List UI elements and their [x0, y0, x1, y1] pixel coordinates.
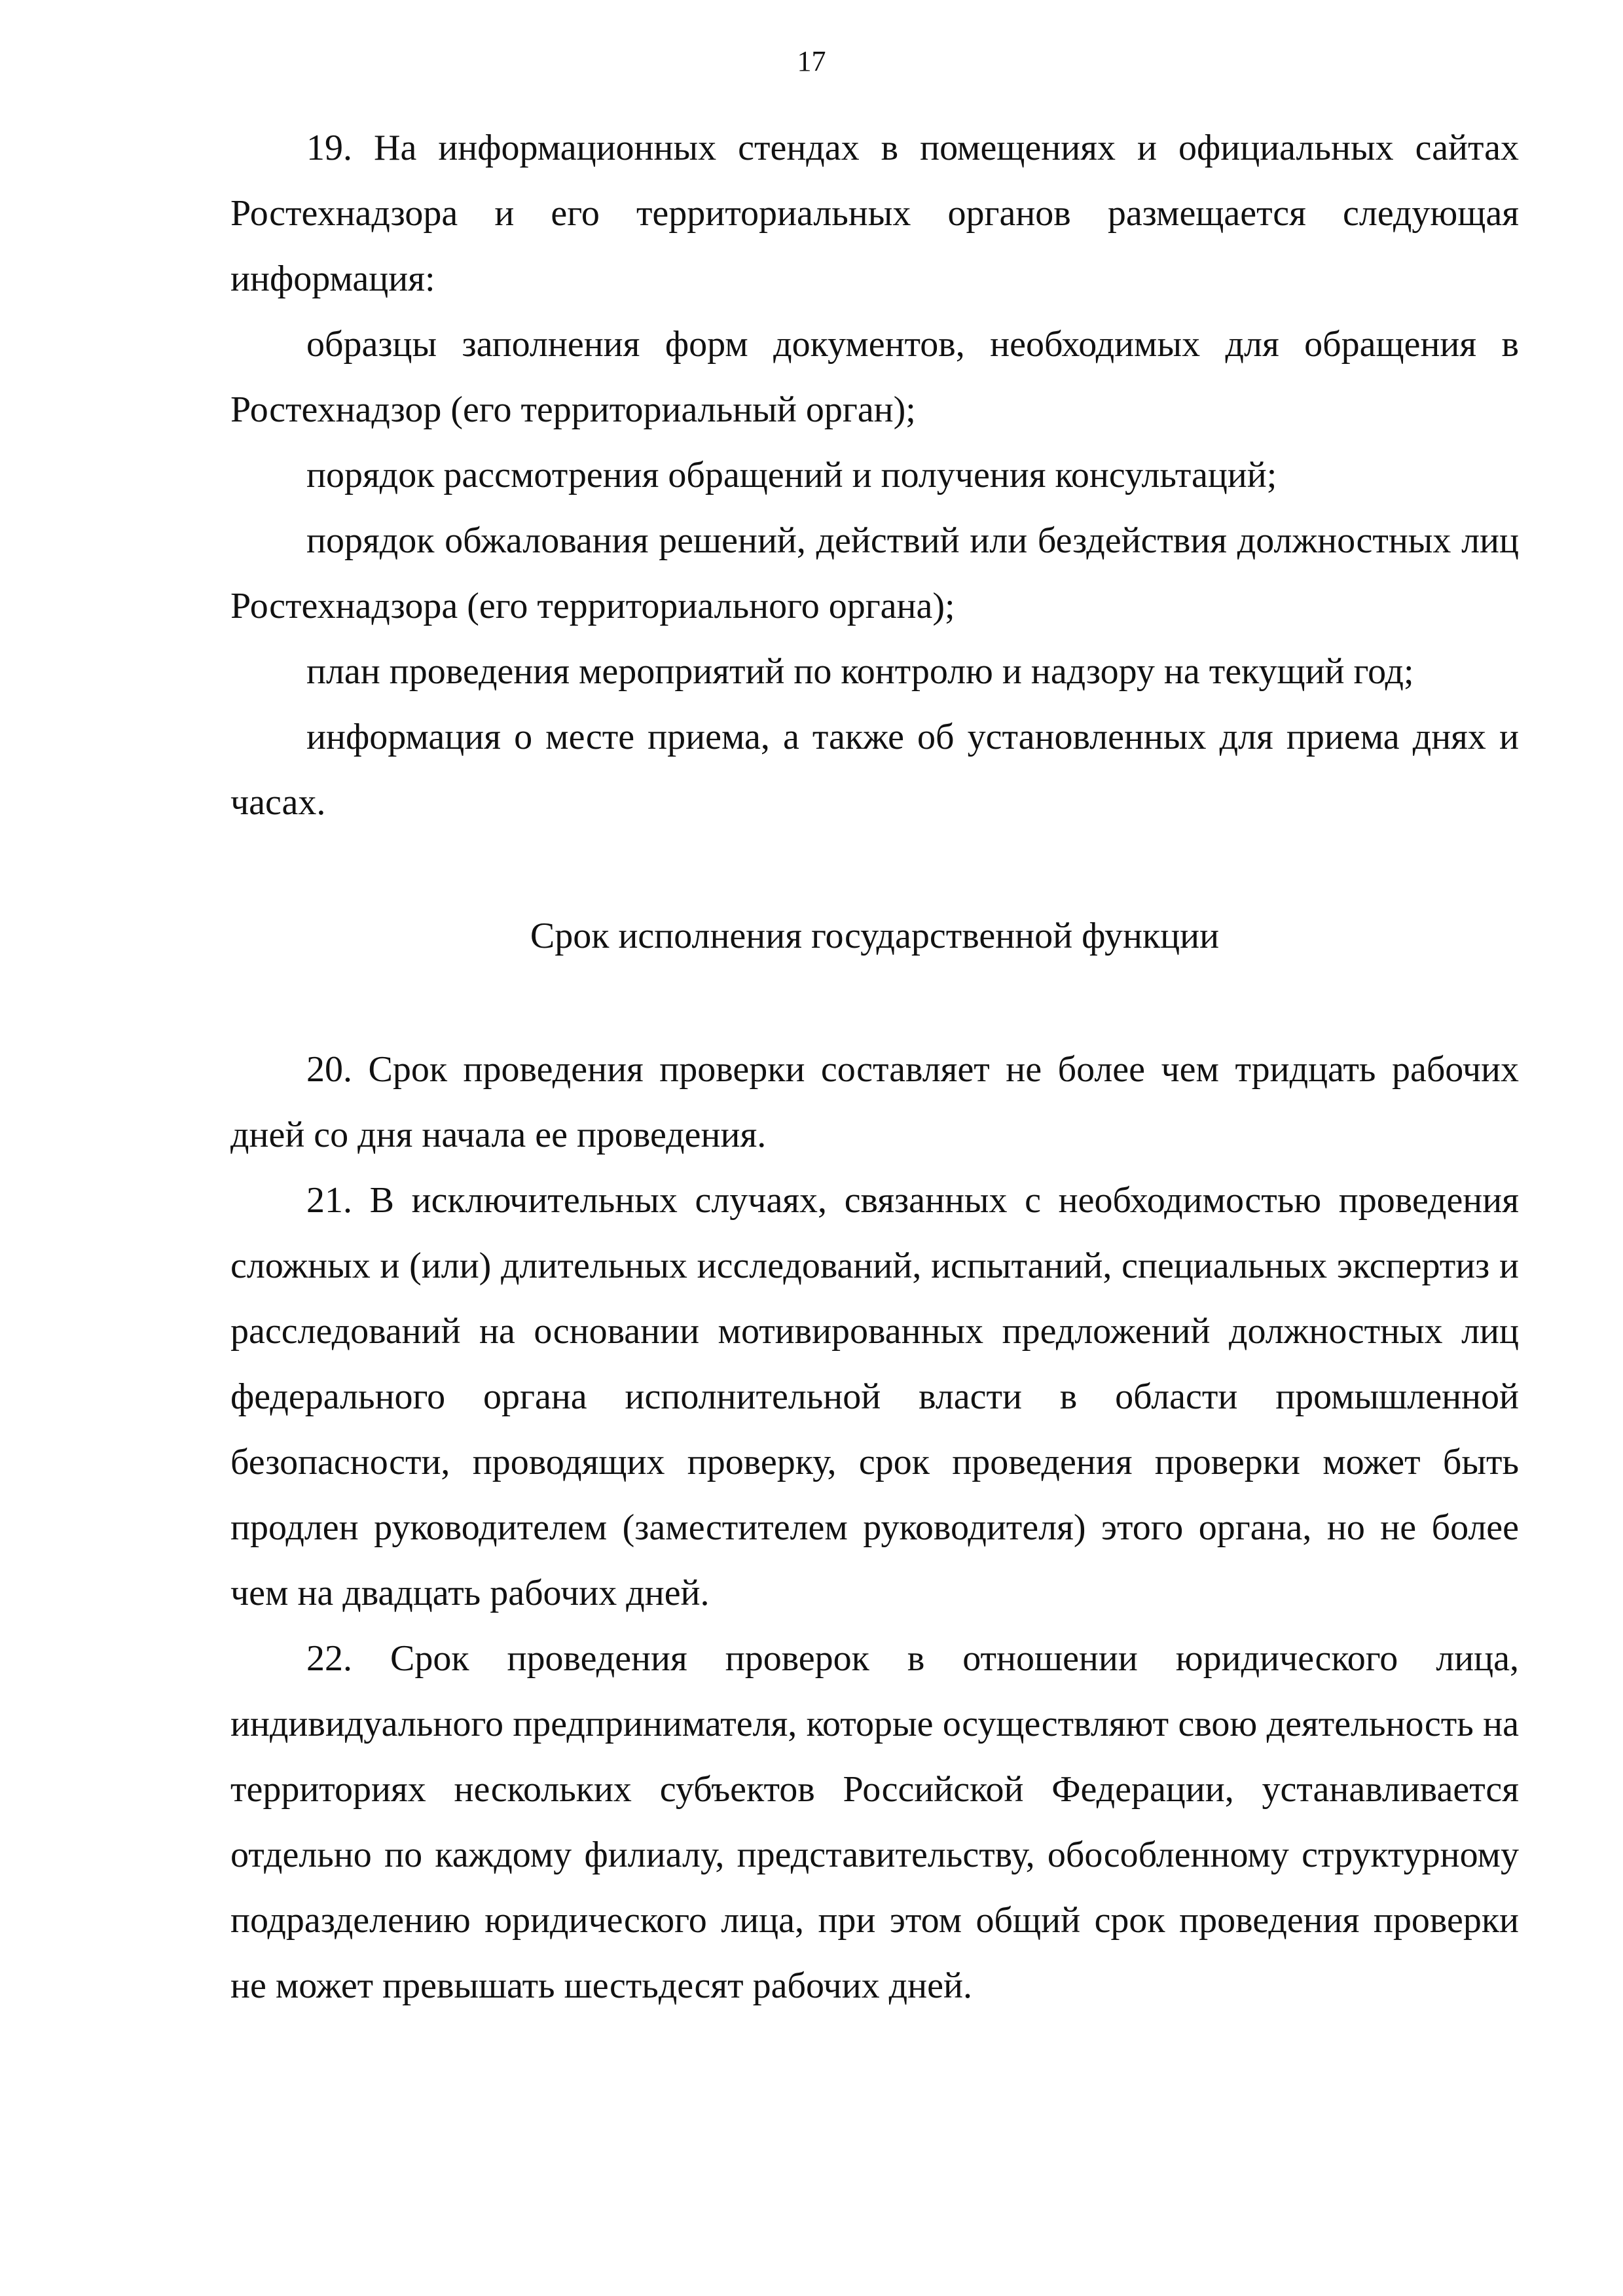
section-heading: Срок исполнения государственной функции: [530, 916, 1220, 956]
paragraph-21: 21. В исключительных случаях, связанных с необходимостью проведения сложных и (или) длительных исследований, испытаний, специальных экспертиз и расследований на основании мотивированных предложений должностных лиц федерального органа исполнительной власти в области промышленной безопасности, проводящих проверку, срок проведения проверки может быть продлен руководителем (заместителем руководителя) этого органа, но не более чем на двадцать рабочих дней.: [230, 1180, 1519, 1613]
paragraph-22: 22. Срок проведения проверок в отношении юридического лица, индивидуального предпринимателя, которые осуществляют свою деятельность на территориях нескольких субъектов Российской Федерации, устанавливается отдельно по каждому филиалу, представительству, обособленному структурному подразделению юридического лица, при этом общий срок проведения проверки не может превышать шестьдесят рабочих дней.: [230, 1638, 1519, 2006]
page-number: 17: [797, 45, 826, 77]
paragraph-inspection-plan: план проведения мероприятий по контролю и надзору на текущий год;: [306, 651, 1414, 692]
paragraph-reception-info: информация о месте приема, а также об установленных для приема днях и часах.: [230, 717, 1519, 823]
paragraph-forms-samples: образцы заполнения форм документов, необходимых для обращения в Ростехнадзор (его территориальный орган);: [230, 324, 1519, 430]
paragraph-20: 20. Срок проведения проверки составляет не более чем тридцать рабочих дней со дня начала ее проведения.: [230, 1049, 1519, 1155]
document-body: [230, 115, 1519, 2018]
paragraph-19: 19. На информационных стендах в помещениях и официальных сайтах Ростехнадзора и его территориальных органов размещается следующая информация:: [230, 128, 1519, 299]
paragraph-consultation-order: порядок рассмотрения обращений и получения консультаций;: [306, 455, 1277, 495]
paragraph-appeal-order: порядок обжалования решений, действий или бездействия должностных лиц Ростехнадзора (его территориального органа);: [230, 520, 1519, 626]
